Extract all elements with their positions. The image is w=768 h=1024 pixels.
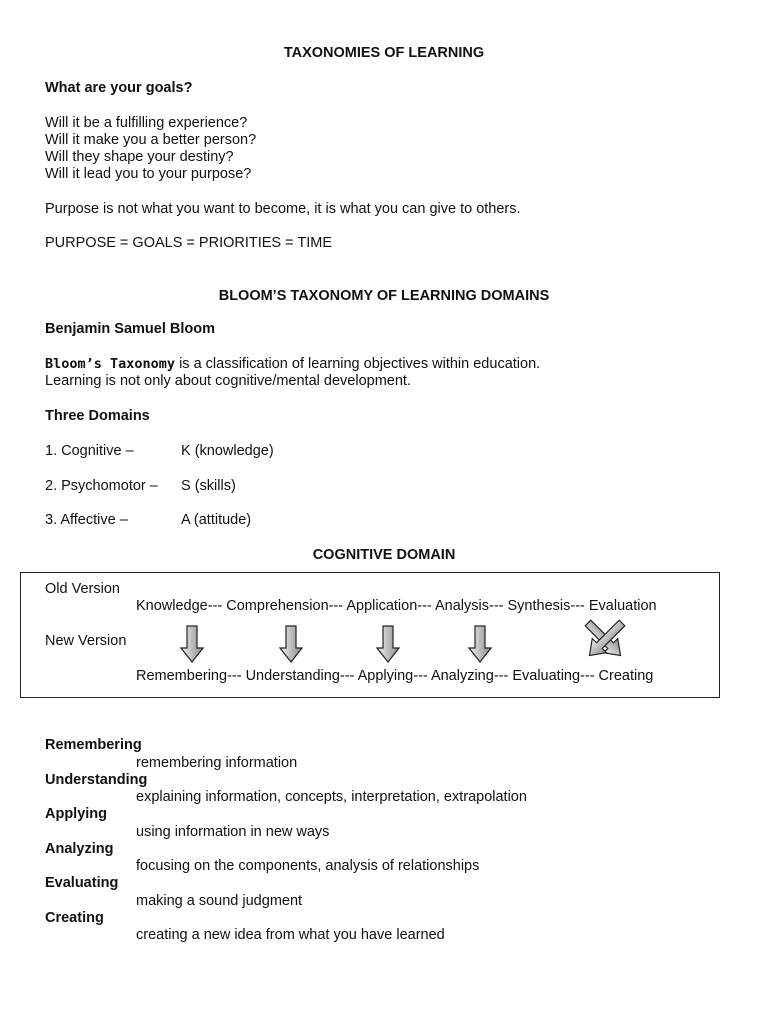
domain-1-code: K (knowledge) [181,443,274,459]
domain-3-code: A (attitude) [181,512,252,528]
level-desc-analyzing: focusing on the components, analysis of relationships [136,858,480,874]
domain-2-code: S (skills) [181,478,236,494]
domain-2-name: 2. Psychomotor – [45,478,158,494]
purpose-equation: PURPOSE = GOALS = PRIORITIES = TIME [45,235,332,251]
level-desc-remembering: remembering information [136,755,298,771]
new-version-sequence: Remembering--- Understanding--- Applying--- Analyzing--- Evaluating--- Creating [136,668,654,684]
question-3: Will they shape your destiny? [45,149,234,165]
level-term-evaluating: Evaluating [45,875,119,891]
taxonomy-line-2: Learning is not only about cognitive/mental development. [45,373,411,389]
level-term-remembering: Remembering [45,737,142,753]
cognitive-heading: COGNITIVE DOMAIN [312,547,456,563]
down-arrow-icon [279,625,303,663]
author-name: Benjamin Samuel Bloom [45,321,216,337]
down-arrow-icon [180,625,204,663]
level-term-applying: Applying [45,806,108,822]
level-term-understanding: Understanding [45,772,148,788]
bloom-heading: BLOOM’S TAXONOMY OF LEARNING DOMAINS [218,288,550,304]
domain-3-name: 3. Affective – [45,512,128,528]
level-desc-applying: using information in new ways [136,824,330,840]
question-1: Will it be a fulfilling experience? [45,115,248,131]
down-arrow-icon [376,625,400,663]
domain-1-name: 1. Cognitive – [45,443,134,459]
level-term-analyzing: Analyzing [45,841,114,857]
level-desc-creating: creating a new idea from what you have learned [136,927,445,943]
purpose-statement: Purpose is not what you want to become, it is what you can give to others. [45,201,521,217]
goals-heading: What are your goals? [45,80,193,96]
old-version-label: Old Version [45,581,120,597]
taxonomy-term: Bloom’s Taxonomy [45,356,176,372]
question-4: Will it lead you to your purpose? [45,166,252,182]
level-desc-evaluating: making a sound judgment [136,893,303,909]
page-title: TAXONOMIES OF LEARNING [283,45,485,61]
level-desc-understanding: explaining information, concepts, interpretation, extrapolation [136,789,527,805]
taxonomy-def-text: is a classification of learning objectives within education. [175,356,541,372]
new-version-label: New Version [45,633,127,649]
level-term-creating: Creating [45,910,104,926]
question-2: Will it make you a better person? [45,132,257,148]
down-arrow-icon [468,625,492,663]
taxonomy-definition [45,356,540,373]
domains-heading: Three Domains [45,408,150,424]
crossed-arrows-icon [582,618,628,662]
old-version-sequence: Knowledge--- Comprehension--- Application--- Analysis--- Synthesis--- Evaluation [136,598,657,614]
